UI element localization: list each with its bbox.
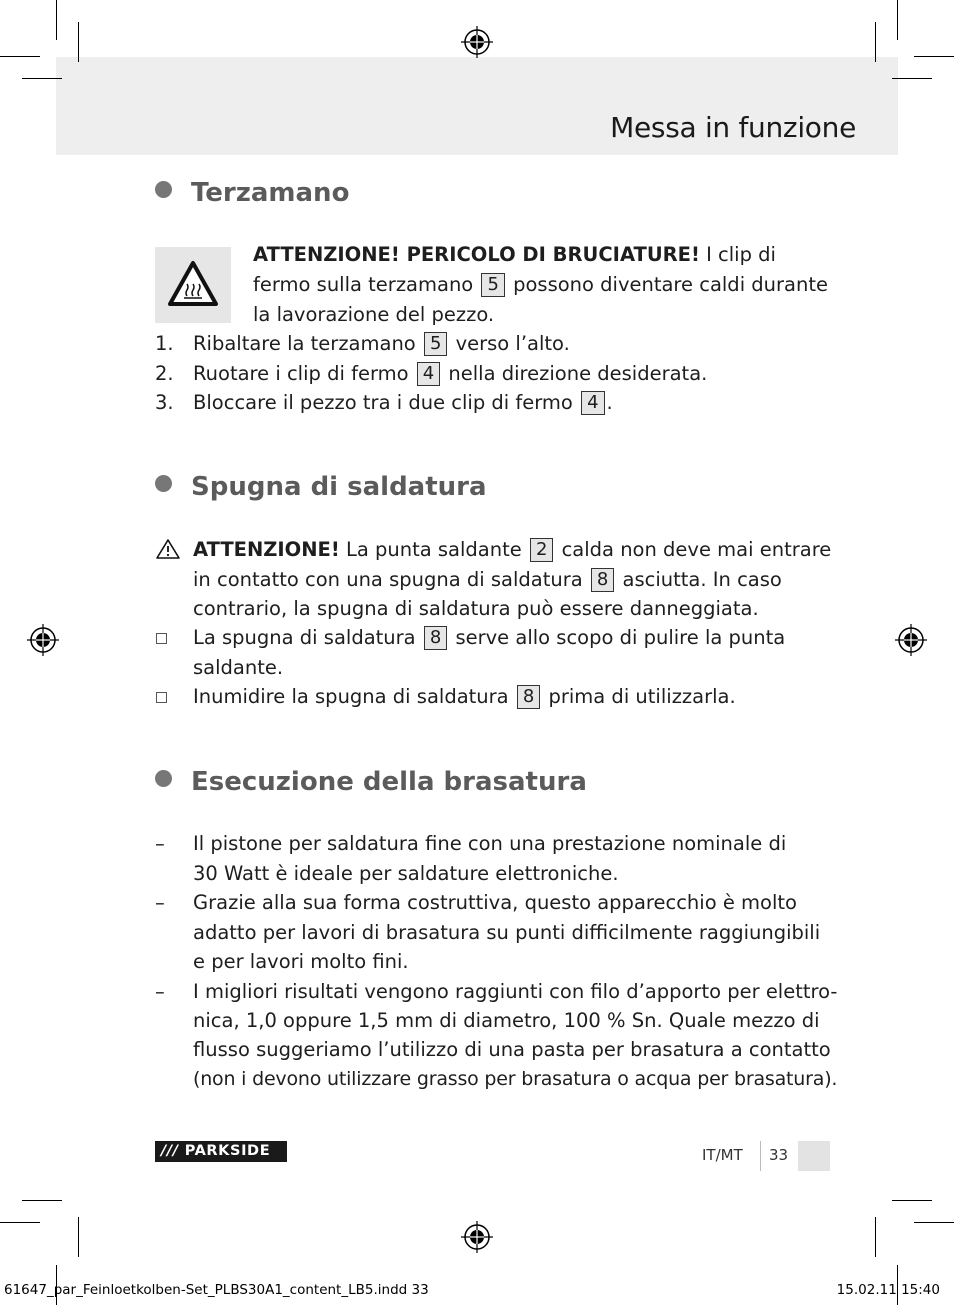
bullet-text: Inumidire la spugna di saldatura 8 prima di utilizzarla. bbox=[193, 685, 736, 708]
crop-mark bbox=[914, 56, 954, 57]
warning-triangle-icon bbox=[155, 538, 181, 560]
step-number: 1. bbox=[155, 332, 174, 355]
section-heading-spugna: Spugna di saldatura bbox=[155, 472, 487, 502]
warning-text-line: ATTENZIONE! PERICOLO DI BRUCIATURE! I clip di bbox=[253, 243, 776, 266]
step-number: 3. bbox=[155, 391, 174, 414]
step-text: Ribaltare la terzamano 5 verso l’alto. bbox=[193, 332, 570, 355]
crop-mark bbox=[56, 0, 57, 40]
section-heading-terzamano: Terzamano bbox=[155, 178, 349, 208]
part-ref: 2 bbox=[530, 538, 553, 562]
dash-item-line: nica, 1,0 oppure 1,5 mm di diametro, 100 % Sn. Quale mezzo di bbox=[193, 1009, 820, 1032]
hot-surface-warning-icon bbox=[155, 247, 231, 323]
checkbox-square-icon bbox=[156, 692, 167, 703]
print-slug-file: 61647_par_Feinloetkolben-Set_PLBS30A1_content_LB5.indd 33 bbox=[4, 1282, 429, 1298]
registration-mark-icon bbox=[895, 624, 927, 656]
brand-logo: /// PARKSIDE bbox=[155, 1141, 287, 1162]
crop-mark bbox=[78, 22, 79, 62]
dash-marker: – bbox=[155, 980, 165, 1003]
crop-mark bbox=[914, 1222, 954, 1223]
crop-mark bbox=[22, 1200, 62, 1201]
crop-mark bbox=[875, 1217, 876, 1257]
step-number: 2. bbox=[155, 362, 174, 385]
registration-mark-icon bbox=[27, 624, 59, 656]
section-heading-brasatura: Esecuzione della brasatura bbox=[155, 767, 587, 797]
crop-mark bbox=[22, 78, 62, 79]
part-ref: 8 bbox=[424, 626, 447, 650]
crop-mark bbox=[892, 78, 932, 79]
dash-item-line: 30 Watt è ideale per saldature elettroniche. bbox=[193, 862, 619, 885]
registration-mark-icon bbox=[461, 26, 493, 58]
part-ref: 5 bbox=[481, 273, 504, 297]
bullet-text: La spugna di saldatura 8 serve allo scopo di pulire la punta bbox=[193, 626, 786, 649]
crop-mark bbox=[0, 56, 40, 57]
part-ref: 4 bbox=[581, 391, 604, 415]
dash-item-line: Il pistone per saldatura fine con una prestazione nominale di bbox=[193, 832, 787, 855]
crop-mark bbox=[875, 22, 876, 62]
page-title: Messa in funzione bbox=[610, 111, 856, 144]
print-slug-date: 15.02.11 15:40 bbox=[836, 1282, 940, 1298]
part-ref: 5 bbox=[424, 332, 447, 356]
section-bullet-icon bbox=[155, 770, 172, 787]
footer-tab bbox=[798, 1141, 830, 1171]
checkbox-square-icon bbox=[156, 633, 167, 644]
section-bullet-icon bbox=[155, 475, 172, 492]
language-code: IT/MT bbox=[702, 1146, 743, 1164]
warning-text-line: ATTENZIONE! La punta saldante 2 calda non deve mai entrare bbox=[193, 538, 832, 561]
step-text: Ruotare i clip di fermo 4 nella direzione desiderata. bbox=[193, 362, 708, 385]
footer-divider bbox=[760, 1141, 761, 1171]
page-number: 33 bbox=[769, 1146, 789, 1164]
dash-marker: – bbox=[155, 891, 165, 914]
bullet-text: saldante. bbox=[193, 656, 284, 679]
crop-mark bbox=[78, 1217, 79, 1257]
warning-label: ATTENZIONE! bbox=[193, 538, 340, 561]
dash-item-line: e per lavori molto fini. bbox=[193, 950, 409, 973]
warning-text-line: contrario, la spugna di saldatura può essere danneggiata. bbox=[193, 597, 759, 620]
warning-text-line: in contatto con una spugna di saldatura 8 asciutta. In caso bbox=[193, 568, 782, 591]
warning-text-line: fermo sulla terzamano 5 possono diventare caldi durante bbox=[253, 273, 829, 296]
dash-item-line: adatto per lavori di brasatura su punti difficilmente raggiungibili bbox=[193, 921, 821, 944]
warning-text-line: la lavorazione del pezzo. bbox=[253, 303, 495, 326]
part-ref: 8 bbox=[517, 685, 540, 709]
section-bullet-icon bbox=[155, 181, 172, 198]
dash-item-line: (non i devono utilizzare grasso per brasatura o acqua per brasatura). bbox=[193, 1068, 838, 1090]
warning-label: ATTENZIONE! PERICOLO DI BRUCIATURE! bbox=[253, 243, 700, 266]
crop-mark bbox=[892, 1200, 932, 1201]
crop-mark bbox=[0, 1222, 40, 1223]
part-ref: 8 bbox=[591, 568, 614, 592]
crop-mark bbox=[897, 0, 898, 40]
dash-marker: – bbox=[155, 832, 165, 855]
part-ref: 4 bbox=[417, 362, 440, 386]
dash-item-line: flusso suggeriamo l’utilizzo di una pasta per brasatura a contatto bbox=[193, 1038, 831, 1061]
dash-item-line: Grazie alla sua forma costruttiva, questo apparecchio è molto bbox=[193, 891, 797, 914]
step-text: Bloccare il pezzo tra i due clip di fermo 4 . bbox=[193, 391, 613, 414]
dash-item-line: I migliori risultati vengono raggiunti con filo d’apporto per elettro- bbox=[193, 980, 838, 1003]
registration-mark-icon bbox=[461, 1221, 493, 1253]
